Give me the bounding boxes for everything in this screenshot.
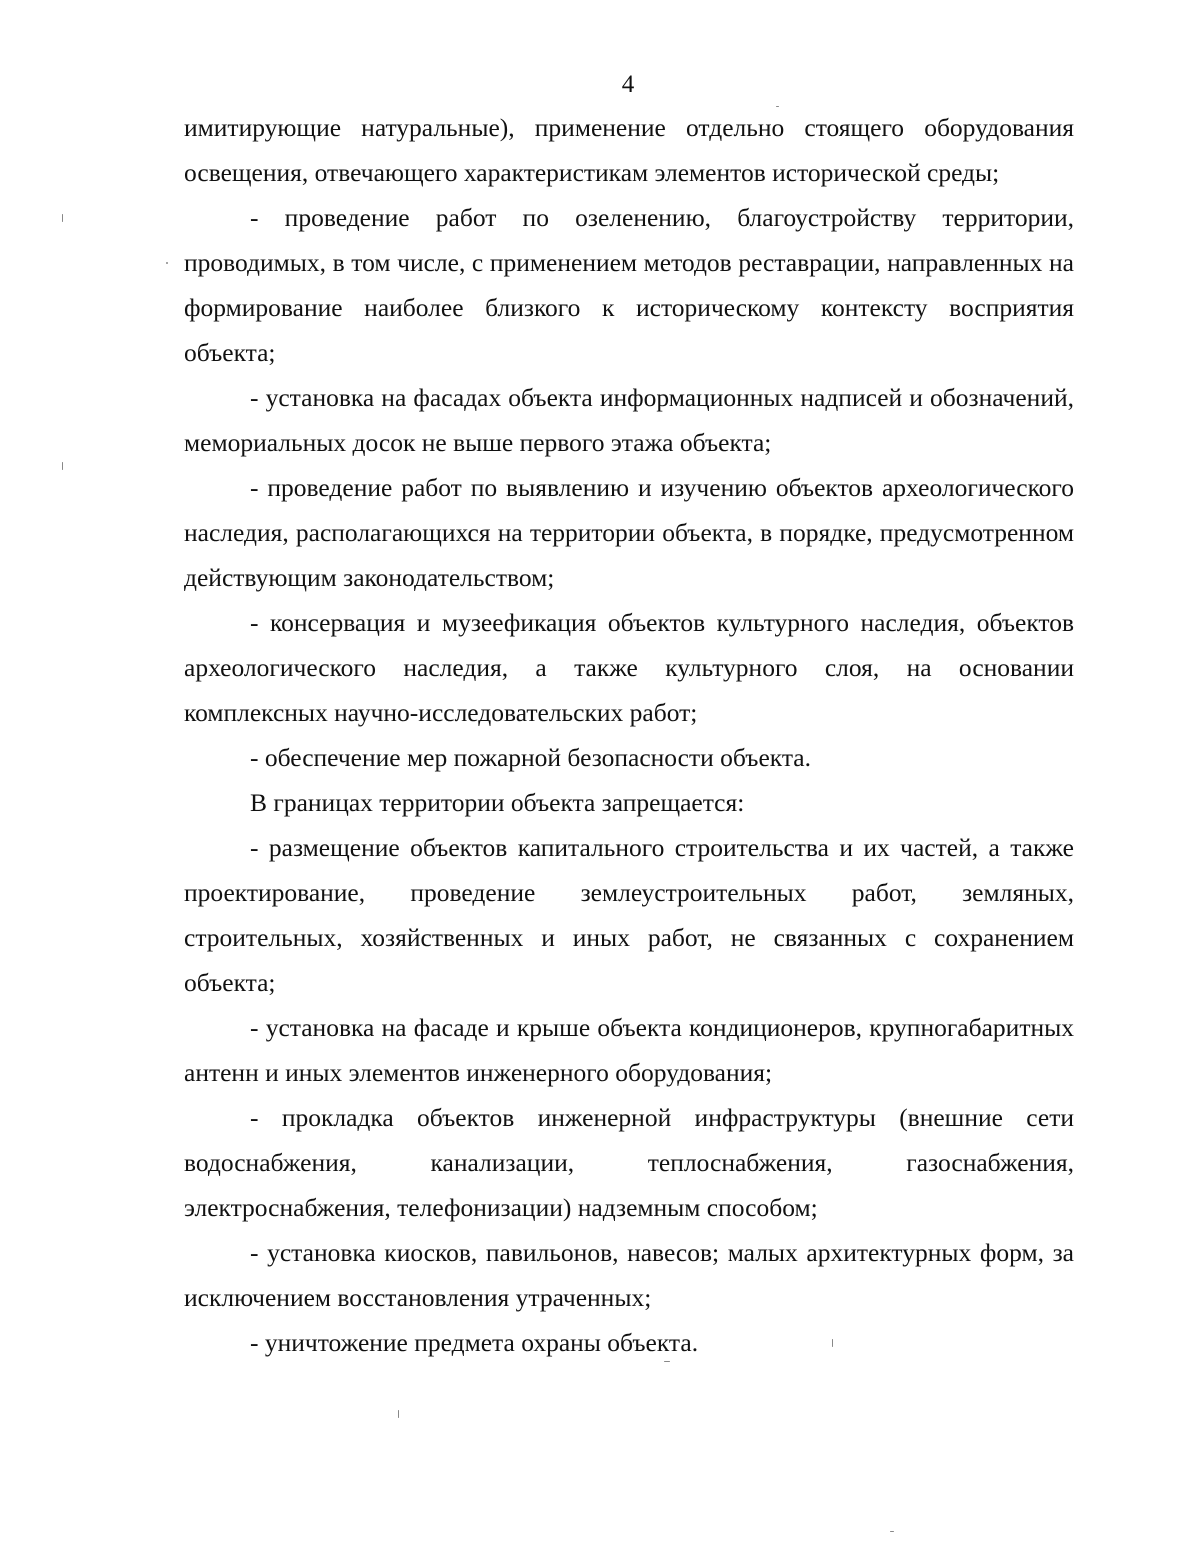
scan-speck [832, 1339, 833, 1347]
document-body [184, 105, 1074, 1365]
paragraph-5: - консервация и музеефикация объектов культурного наследия, объектов археологического наследия, а также культурного слоя, на основании комплексных научно-исследовательских работ; [184, 608, 1074, 727]
paragraph-6: - обеспечение мер пожарной безопасности объекта. [250, 743, 811, 772]
paragraph-8: - размещение объектов капитального строительства и их частей, а также проектирование, проведение землеустроительных работ, земляных, строительных, хозяйственных и иных работ, не связанных с сохранением объекта; [184, 833, 1074, 997]
scan-speck [664, 1361, 670, 1362]
paragraph-9: - установка на фасаде и крыше объекта кондиционеров, крупногабаритных антенн и иных элементов инженерного оборудования; [184, 1013, 1074, 1087]
paragraph-11: - установка киосков, павильонов, навесов; малых архитектурных форм, за исключением восстановления утраченных; [184, 1238, 1074, 1312]
page-number: 4 [621, 71, 635, 98]
scan-speck [776, 106, 779, 107]
paragraph-2: - проведение работ по озеленению, благоустройству территории, проводимых, в том числе, с применением методов реставрации, направленных на формирование наиболее близкого к историческому контексту восприятия объекта; [184, 203, 1074, 367]
paragraph-3: - установка на фасадах объекта информационных надписей и обозначений, мемориальных досок не выше первого этажа объекта; [184, 383, 1074, 457]
paragraph-4: - проведение работ по выявлению и изучению объектов археологического наследия, располагающихся на территории объекта, в порядке, предусмотренном действующим законодательством; [184, 473, 1074, 592]
scan-speck [62, 214, 63, 222]
paragraph-10: - прокладка объектов инженерной инфраструктуры (внешние сети водоснабжения, канализации, теплоснабжения, газоснабжения, электроснабжения, телефонизации) надземным способом; [184, 1103, 1074, 1222]
scan-speck [166, 262, 168, 264]
scan-speck [398, 1410, 399, 1418]
scan-speck [62, 462, 63, 470]
paragraph-12: - уничтожение предмета охраны объекта. [250, 1328, 699, 1357]
paragraph-7: В границах территории объекта запрещается: [250, 788, 745, 817]
scan-speck [890, 1531, 894, 1532]
paragraph-1: имитирующие натуральные), применение отдельно стоящего оборудования освещения, отвечающего характеристикам элементов исторической среды; [184, 113, 1074, 187]
